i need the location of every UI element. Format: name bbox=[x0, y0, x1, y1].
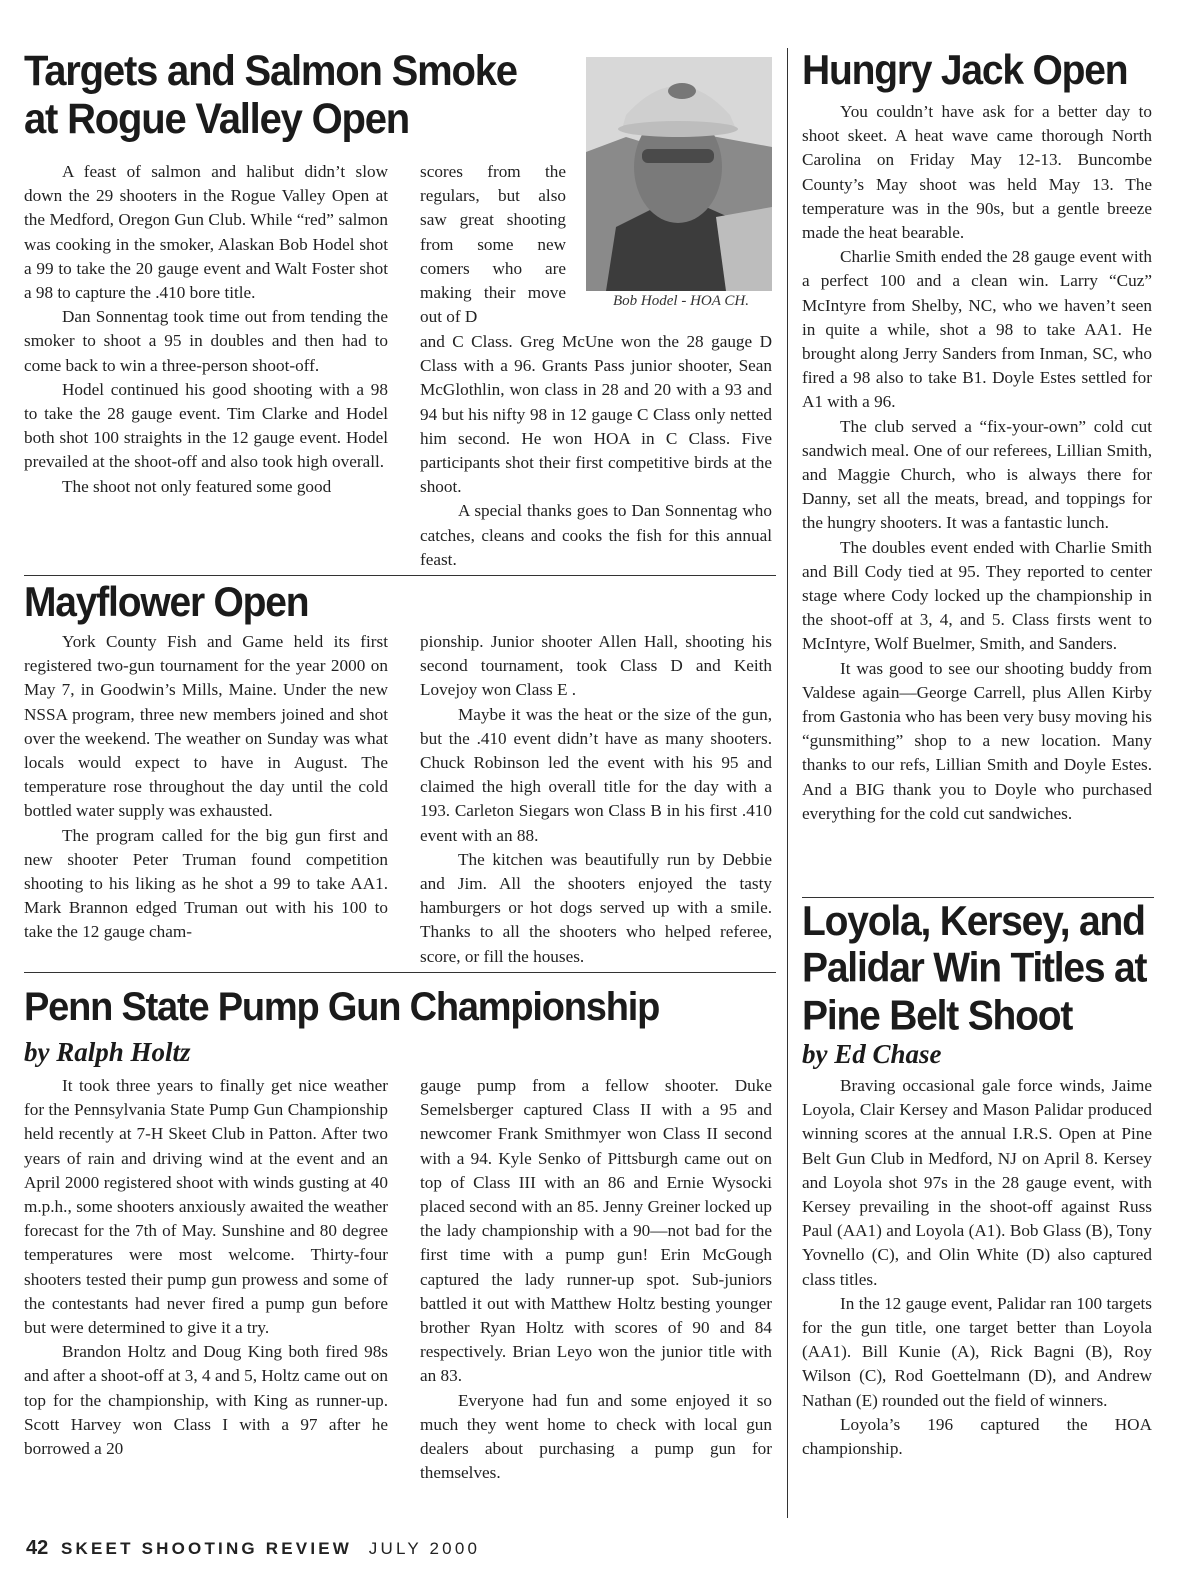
photo-caption: Bob Hodel - HOA CH. bbox=[613, 293, 749, 309]
loyola-title-line2: Palidar Win Titles at bbox=[802, 946, 1147, 992]
mayflower-column-1 bbox=[24, 630, 388, 945]
hungry-title: Hungry Jack Open bbox=[802, 48, 1128, 94]
penn-column-2 bbox=[420, 1074, 772, 1485]
rogue-paragraph: A special thanks goes to Dan Sonnentag who catches, cleans and cooks the fish for this annual feast. bbox=[420, 501, 772, 569]
loyola-title-line1: Loyola, Kersey, and bbox=[802, 899, 1145, 945]
penn-paragraph: Brandon Holtz and Doug King both fired 98s and after a shoot-off at 3, 4 and 5, Holtz came out on top for the championship, with King as runner-up. Scott Harvey won Class I with a 97 after he borrowed a 20 bbox=[24, 1342, 388, 1459]
loyola-title bbox=[802, 899, 1146, 1040]
penn-paragraph: gauge pump from a fellow shooter. Duke Semelsberger captured Class II with a 95 and newcomer Frank Smithmyer won Class II second with a 94. Kyle Senko of Pittsburgh came out on top of Class III with an 86 and Ernie Wysocki placed second with an 85. Jenny Greiner locked up the lady championship with a 90—not bad for the first time with a pump gun! Erin McGough captured the lady runner-up spot. Sub-juniors battled it out with Matthew Holtz besting younger brother Ryan Holtz with scores of 90 and 84 respectively. Brian Leyo won the junior title with an 83. bbox=[420, 1076, 772, 1386]
divider bbox=[24, 972, 776, 973]
rogue-paragraph: Hodel continued his good shooting with a 98 to take the 28 gauge event. Tim Clarke and Hodel both shot 100 straights in the 12 gauge event. Hodel prevailed at the shoot-off and also took high overall. bbox=[24, 379, 388, 472]
loyola-paragraph: Loyola’s 196 captured the HOA championship. bbox=[802, 1414, 1152, 1459]
loyola-title-line3: Pine Belt Shoot bbox=[802, 993, 1073, 1039]
rogue-paragraph: scores from the regulars, but also saw great shooting from some new comers who are making their move out of D bbox=[420, 162, 566, 327]
mayflower-paragraph: The kitchen was beautifully run by Debbie and Jim. All the shooters enjoyed the tasty hamburgers or hot dogs served up with a smile. Thanks to all the shooters who helped referee, score, or fill the houses. bbox=[420, 849, 772, 966]
rogue-paragraph: Dan Sonnentag took time out from tending the smoker to shoot a 95 in doubles and then had to come back to win a three-person shoot-off. bbox=[24, 307, 388, 375]
mayflower-title: Mayflower Open bbox=[24, 580, 309, 626]
rogue-paragraph: and C Class. Greg McUne won the 28 gauge D Class with a 96. Grants Pass junior shooter, Sean McGlothlin, won class in 28 and 20 with a 93 and 94 but his nifty 98 in 12 gauge C Class only netted him second. He won HOA in C Class. Five participants shot their first competitive birds at the shoot. bbox=[420, 332, 772, 497]
page-number: 42 bbox=[26, 1537, 49, 1559]
hungry-column bbox=[802, 100, 1152, 826]
issue-date: JULY 2000 bbox=[368, 1539, 481, 1558]
mayflower-paragraph: pionship. Junior shooter Allen Hall, shooting his second tournament, took Class D and Keith Lovejoy won Class E . bbox=[420, 632, 772, 700]
penn-column-1 bbox=[24, 1074, 388, 1461]
divider bbox=[24, 575, 776, 576]
penn-byline: by Ralph Holtz bbox=[24, 1037, 191, 1067]
hungry-paragraph: The club served a “fix-your-own” cold cut sandwich meal. One of our referees, Lillian Smith, and Maggie Church, who is always there for Danny, set all the meats, bread, and toppings for the hungry shooters. It was a fantastic lunch. bbox=[802, 416, 1152, 533]
loyola-paragraph: In the 12 gauge event, Palidar ran 100 targets for the gun title, one target better than Loyola (AA1). Bill Kunie (A), Rick Bagni (B), Roy Wilson (C), Rod Goettelmann (D), and Andrew Nathan (E) rounded out the field of winners. bbox=[802, 1293, 1152, 1410]
mayflower-paragraph: Maybe it was the heat or the size of the gun, but the .410 event didn’t have as many shooters. Chuck Robinson led the event with his 95 and claimed the high overall title for the day with a 193. Carleton Siegars won Class B in his first .410 event with an 88. bbox=[420, 704, 772, 845]
hungry-paragraph: It was good to see our shooting buddy from Valdese again—George Carrell, plus Allen Kirby from Gastonia who has been very busy moving his “gunsmithing” shop to a new location. Many thanks to our refs, Lillian Smith and Doyle Estes. And a BIG thank you to Doyle who purchased everything for the cold cut sandwiches. bbox=[802, 658, 1152, 823]
penn-paragraph: It took three years to finally get nice weather for the Pennsylvania State Pump Gun Championship held recently at 7-H Skeet Club in Patton. After two years of rain and driving wind at the event and an April 2000 registered shoot with winds gusting at 40 m.p.h., some shooters anxiously awaited the weather forecast for the 7th of May. Sunshine and 80 degree temperatures were most welcome. Thirty-four shooters tested their pump gun prowess and some of the contestants had never fired a pump gun before but were determined to give it a try. bbox=[24, 1076, 388, 1338]
divider bbox=[802, 897, 1154, 898]
rogue-title-line1: Targets and Salmon Smoke bbox=[24, 48, 517, 95]
column-divider bbox=[787, 48, 788, 1518]
portrait-illustration bbox=[586, 57, 772, 291]
hungry-paragraph: The doubles event ended with Charlie Smith and Bill Cody tied at 95. They reported to center stage where Cody locked up the championship in the shoot-off at 3, 4, and 5. Class firsts went to McIntyre, Wolf Buelmer, Smith, and Sanders. bbox=[802, 537, 1152, 654]
rogue-column-2-wrap bbox=[420, 160, 566, 329]
mayflower-column-2 bbox=[420, 630, 772, 969]
rogue-paragraph: A feast of salmon and halibut didn’t slow down the 29 shooters in the Rogue Valley Open at the Medford, Oregon Gun Club. While “red” salmon was cooking in the smoker, Alaskan Bob Hodel shot a 99 to take the 20 gauge event and Walt Foster shot a 98 to capture the .410 bore title. bbox=[24, 162, 388, 303]
mayflower-paragraph: York County Fish and Game held its first registered two-gun tournament for the year 2000 on May 7, in Goodwin’s Mills, Maine. Under the new NSSA program, three new members joined and shot over the weekend. The weather on Sunday was what locals would expect to have in August. The temperature rose throughout the day until the cold bottled water supply was exhausted. bbox=[24, 632, 388, 821]
loyola-paragraph: Braving occasional gale force winds, Jaime Loyola, Clair Kersey and Mason Palidar produced winning scores at the annual I.R.S. Open at Pine Belt Gun Club in Medford, NJ on April 8. Kersey and Loyola shot 97s in the 28 gauge event, with Kersey prevailing in the shoot-off against Russ Paul (AA1) and Loyola (A1). Bob Glass (B), Tony Yovnello (C), and Olin White (D) also captured class titles. bbox=[802, 1076, 1152, 1289]
rogue-paragraph: The shoot not only featured some good bbox=[62, 476, 332, 496]
page-footer bbox=[26, 1537, 480, 1560]
rogue-column-2 bbox=[420, 330, 772, 572]
hungry-paragraph: Charlie Smith ended the 28 gauge event with a perfect 100 and a clean win. Larry “Cuz” McIntyre from Shelby, NC, who we haven’t seen in quite a while, shot a 98 to take AA1. He brought along Jerry Sanders from Inman, SC, who fired a 98 also to take B1. Doyle Estes settled for A1 with a 96. bbox=[802, 247, 1152, 412]
rogue-column-1 bbox=[24, 160, 388, 499]
loyola-column bbox=[802, 1074, 1152, 1461]
hungry-paragraph: You couldn’t have ask for a better day to shoot skeet. A heat wave came thorough North Carolina on Friday May 12-13. Buncombe County’s May shoot was held May 13. The temperature was in the 90s, but a gentle breeze made the heat bearable. bbox=[802, 102, 1152, 243]
bob-hodel-photo bbox=[586, 57, 772, 291]
penn-title: Penn State Pump Gun Championship bbox=[24, 985, 660, 1030]
magazine-name: SKEET SHOOTING REVIEW bbox=[60, 1539, 353, 1558]
rogue-title-line2: at Rogue Valley Open bbox=[24, 95, 410, 143]
rogue-title bbox=[24, 48, 517, 143]
mayflower-paragraph: The program called for the big gun first and new shooter Peter Truman found competition shooting to his liking as he shot a 99 to take AA1. Mark Brannon edged Truman out with his 100 to take the 12 gauge cham- bbox=[24, 825, 388, 942]
penn-paragraph: Everyone had fun and some enjoyed it so much they went home to check with local gun dealers about purchasing a pump gun for themselves. bbox=[420, 1390, 772, 1483]
loyola-byline: by Ed Chase bbox=[802, 1039, 942, 1069]
